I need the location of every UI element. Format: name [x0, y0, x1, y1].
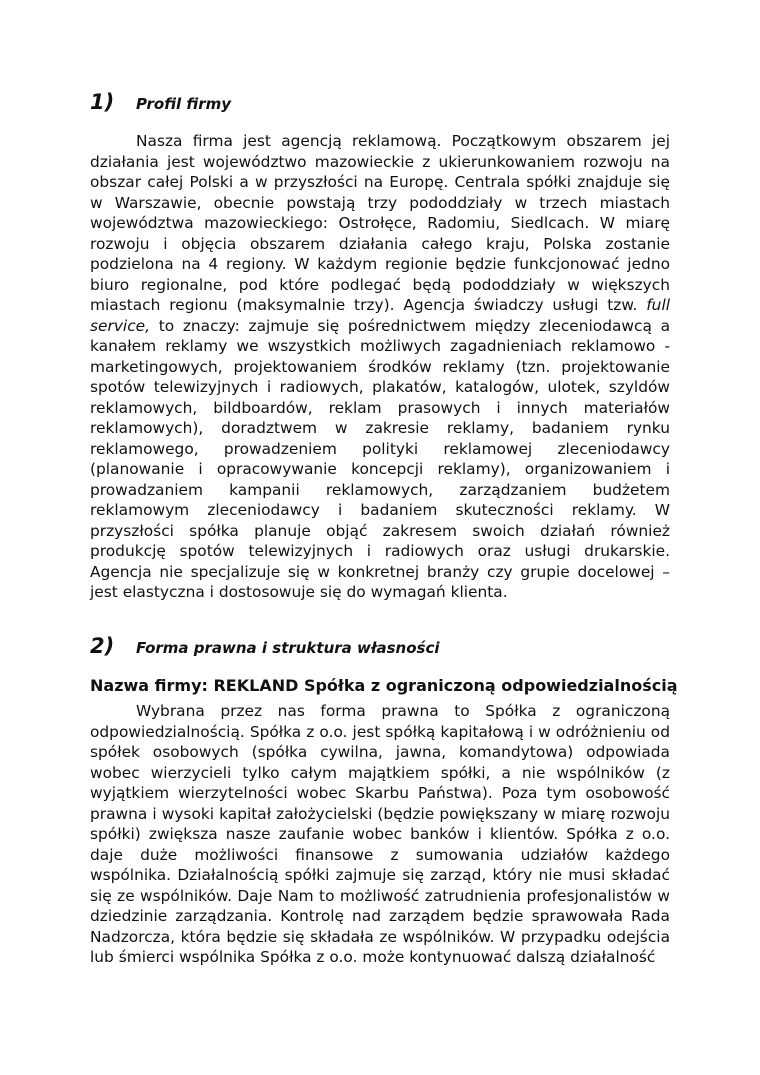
section-title: Forma prawna i struktura własności [136, 639, 440, 657]
legal-form-paragraph: Wybrana przez nas forma prawna to Spółka z ograniczoną odpowiedzialnością. Spółka z o.o. jest spółką kapitałową i w odróżnieniu od spółek osobowych (spółka cywilna, jawna, komandytowa) odpowiada wobec wierzycieli tylko całym majątkiem spółki, a nie wspólników (z wyjątkiem wierzytelności wobec Skarbu Państwa). Poza tym osobowość prawna i wysoki kapitał założycielski (będzie powiększany w miarę rozwoju spółki) zwiększa nasze zaufanie wobec banków i klientów. Spółka z o.o. daje duże możliwości finansowe z sumowania udziałów każdego wspólnika. Działalnością spółki zajmuje się zarząd, który nie musi składać się ze wspólników. Daje Nam to możliwość zatrudnienia profesjonalistów w dziedzinie zarządzania. Kontrolę nad zarządem będzie sprawowała Rada Nadzorcza, która będzie się składała ze wspólników. W przypadku odejścia lub śmierci wspólnika Spółka z o.o. może kontynuować dalszą działalność [90, 702, 670, 966]
section-heading-legal-form [90, 634, 439, 658]
section-number: 2) [90, 634, 115, 658]
profile-paragraph [90, 131, 670, 603]
company-name-line: Nazwa firmy: REKLAND Spółka z ograniczoną odpowiedzialnością [90, 676, 678, 695]
italic-term: full service, [90, 296, 670, 335]
section-title: Profil firmy [136, 95, 232, 113]
paragraph-text: Nasza firma jest agencją reklamową. Początkowym obszarem jej działania jest województwo mazowieckie z ukierunkowaniem rozwoju na obszar całej Polski a w przyszłości na Europę. Centrala spółki znajduje się w Warszawie, obecnie powstają trzy pododdziały w trzech miastach województwa mazowieckiego: Ostrołęce, Radomiu, Siedlcach. W miarę rozwoju i objęcia obszarem działania całego kraju, Polska zostanie podzielona na 4 regiony. W każdym regionie będzie funkcjonować jedno biuro regionalne, pod które podlegać będą pododdziały w większych miastach regionu (maksymalnie trzy). Agencja świadczy usługi tzw. [90, 132, 670, 314]
section-number: 1) [90, 90, 115, 114]
paragraph-text: to znaczy: zajmuje się pośrednictwem między zleceniodawcą a kanałem reklamy we wszystkich możliwych zagadnieniach reklamowo - marketingowych, projektowaniem środków reklamy (tzn. projektowanie spotów telewizyjnych i radiowych, plakatów, katalogów, ulotek, szyldów reklamowych, bildboardów, reklam prasowych i innych materiałów reklamowych), doradztwem w zakresie reklamy, badaniem rynku reklamowego, prowadzeniem polityki reklamowej zleceniodawcy (planowanie i opracowywanie koncepcji reklamy), organizowaniem i prowadzaniem kampanii reklamowych, zarządzaniem budżetem reklamowym zleceniodawcy i badaniem skuteczności reklamy. W przyszłości spółka planuje objąć zakresem swoich działań również produkcję spotów telewizyjnych i radiowych oraz usługi drukarskie. Agencja nie specjalizuje się w konkretnej branży czy grupie docelowej – jest elastyczna i dostosowuje się do wymagań klienta. [90, 316, 670, 601]
section-heading-profile [90, 90, 231, 114]
